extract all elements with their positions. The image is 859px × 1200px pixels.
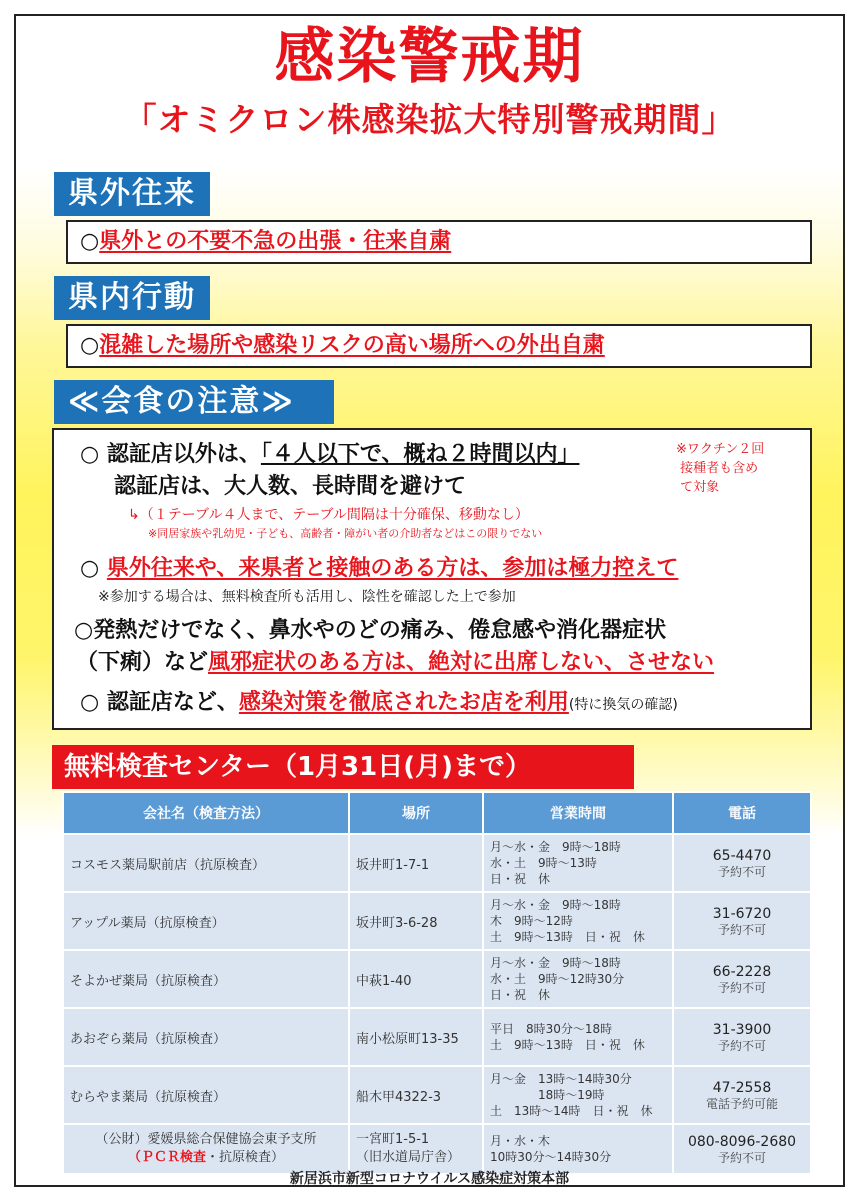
meal-item4-mark: ○ — [80, 690, 100, 715]
tel-note: 予約不可 — [717, 864, 766, 879]
cell-tel — [673, 892, 811, 950]
tel-note: 予約不可 — [717, 1150, 766, 1165]
cell-place — [349, 1124, 483, 1174]
cell-tel — [673, 1124, 811, 1174]
hours-line: 10時30分～14時30分 — [490, 1150, 612, 1164]
meal-item1-mark: ○ — [80, 442, 100, 467]
table-row — [63, 950, 811, 1008]
meal-item4-line — [80, 688, 678, 720]
place-line: （旧水道局庁舎） — [356, 1150, 461, 1165]
hours-line: 土 9時～13時 日・祝 休 — [490, 930, 645, 944]
meal-item2-note: ※参加する場合は、無料検査所も活用し、陰性を確認した上で参加 — [98, 589, 516, 605]
hours-line: 木 9時～12時 — [490, 914, 573, 928]
hours-line: 日・祝 休 — [490, 872, 551, 886]
cell-hours — [483, 950, 673, 1008]
cell-company — [63, 1124, 349, 1174]
pcr-label: （ＰＣＲ検査 — [127, 1150, 206, 1165]
outside-travel-text: 県外との不要不急の出張・往来自粛 — [99, 229, 452, 254]
tel-note: 予約不可 — [717, 980, 766, 995]
cell-company: むらやま薬局（抗原検査） — [63, 1066, 349, 1124]
cell-company: そよかぜ薬局（抗原検査） — [63, 950, 349, 1008]
meal-item4-underlined: 感染対策を徹底されたお店を利用 — [238, 690, 569, 715]
tel-note: 予約不可 — [717, 922, 766, 937]
cell-company: あおぞら薬局（抗原検査） — [63, 1008, 349, 1066]
cell-place: 坂井町1-7-1 — [349, 834, 483, 892]
table-row — [63, 1066, 811, 1124]
meals-heading: ≪会食の注意≫ — [54, 380, 334, 424]
table-row — [63, 892, 811, 950]
outside-travel-heading: 県外往来 — [54, 172, 210, 216]
table-row — [63, 834, 811, 892]
hours-line: 土 13時～14時 日・祝 休 — [490, 1104, 653, 1118]
tel-note: 予約不可 — [717, 1038, 766, 1053]
hours-line: 18時～19時 — [490, 1088, 605, 1102]
cell-company: コスモス薬局駅前店（抗原検査） — [63, 834, 349, 892]
test-centers-heading: 無料検査センター（1月31日(月)まで） — [52, 745, 634, 789]
inside-activity-line — [68, 326, 810, 366]
meal-item2-mark: ○ — [80, 556, 100, 581]
hours-line: 水・土 9時～13時 — [490, 856, 597, 870]
meal-item3-line1: ○発熱だけでなく、鼻水やのどの痛み、倦怠感や消化器症状 — [74, 618, 667, 643]
tel-number: 66-2228 — [712, 963, 772, 980]
meals-box — [52, 428, 812, 730]
inside-activity-box — [66, 324, 812, 368]
tel-number: 080-8096-2680 — [687, 1133, 797, 1150]
cell-hours — [483, 1008, 673, 1066]
company-line-rest: ・抗原検査） — [206, 1150, 285, 1165]
inside-activity-mark: ○ — [80, 333, 100, 358]
tel-number: 47-2558 — [712, 1079, 772, 1096]
cell-company: アップル薬局（抗原検査） — [63, 892, 349, 950]
meal-item2-text: 県外往来や、来県者と接触のある方は、参加は極力控えて — [106, 556, 679, 581]
tel-number: 31-3900 — [712, 1021, 772, 1038]
cell-place: 坂井町3-6-28 — [349, 892, 483, 950]
meal-item4-pre: 認証店など、 — [106, 690, 239, 715]
meal-item1-line2: 認証店は、大人数、長時間を避けて — [114, 474, 467, 499]
hours-line: 平日 8時30分～18時 — [490, 1022, 613, 1036]
outside-travel-mark: ○ — [80, 229, 100, 254]
hours-line: 月～水・金 9時～18時 — [490, 956, 621, 970]
cell-place: 中萩1-40 — [349, 950, 483, 1008]
meal-item4-note: (特に換気の確認) — [568, 697, 678, 713]
hours-line: 月～水・金 9時～18時 — [490, 840, 621, 854]
cell-hours — [483, 1124, 673, 1174]
meal-item3-line2 — [76, 648, 714, 678]
hours-line: 月～水・金 9時～18時 — [490, 898, 621, 912]
meal-item1-pre: 認証店以外は、 — [106, 442, 261, 467]
cell-hours — [483, 834, 673, 892]
cell-hours — [483, 1066, 673, 1124]
hours-line: 水・土 9時～12時30分 — [490, 972, 625, 986]
meal-item3-pre: （下痢）など — [76, 650, 209, 675]
vaccine-note: ※ワクチン２回 接種者も含め て対象 — [676, 442, 765, 495]
cell-place: 南小松原町13-35 — [349, 1008, 483, 1066]
column-header-hours: 営業時間 — [483, 792, 673, 834]
page-title: 感染警戒期 — [274, 22, 585, 92]
test-centers-table — [62, 791, 812, 1175]
place-line: 一宮町1-5-1 — [356, 1132, 430, 1147]
table-row — [63, 1124, 811, 1174]
cell-tel — [673, 834, 811, 892]
column-header-company: 会社名（検査方法） — [63, 792, 349, 834]
meal-item2-line — [80, 554, 678, 584]
outside-travel-line — [68, 222, 810, 262]
cell-tel — [673, 1008, 811, 1066]
meal-item3-underlined: 風邪症状のある方は、絶対に出席しない、させない — [208, 650, 715, 675]
cell-tel — [673, 1066, 811, 1124]
hours-line: 日・祝 休 — [490, 988, 551, 1002]
meal-item1-line1 — [80, 440, 579, 470]
page-subtitle: 「オミクロン株感染拡大特別警戒期間」 — [123, 100, 736, 139]
meal-item1-tiny-note: ※同居家族や乳幼児・子ども、高齢者・障がい者の介助者などはこの限りでない — [148, 527, 543, 540]
meal-item1-sub: ↳（１テーブル４人まで、テーブル間隔は十分確保、移動なし） — [128, 507, 529, 523]
cell-tel — [673, 950, 811, 1008]
tel-number: 65-4470 — [712, 847, 772, 864]
cell-hours — [483, 892, 673, 950]
meal-item1-underlined: 「４人以下で、概ね２時間以内」 — [260, 442, 580, 467]
outside-travel-box — [66, 220, 812, 264]
inside-activity-text: 混雑した場所や感染リスクの高い場所への外出自粛 — [99, 333, 605, 358]
column-header-tel: 電話 — [673, 792, 811, 834]
column-header-place: 場所 — [349, 792, 483, 834]
table-row — [63, 1008, 811, 1066]
table-header-row — [63, 792, 811, 834]
tel-note: 電話予約可能 — [705, 1096, 778, 1111]
hours-line: 月・水・木 — [490, 1134, 551, 1148]
tel-number: 31-6720 — [712, 905, 772, 922]
inside-activity-heading: 県内行動 — [54, 276, 210, 320]
hours-line: 土 9時～13時 日・祝 休 — [490, 1038, 645, 1052]
company-line: （公財）愛媛県総合保健協会東予支所 — [95, 1132, 317, 1147]
footer-organization: 新居浜市新型コロナウイルス感染症対策本部 — [289, 1171, 570, 1187]
cell-place: 船木甲4322-3 — [349, 1066, 483, 1124]
hours-line: 月～金 13時～14時30分 — [490, 1072, 632, 1086]
